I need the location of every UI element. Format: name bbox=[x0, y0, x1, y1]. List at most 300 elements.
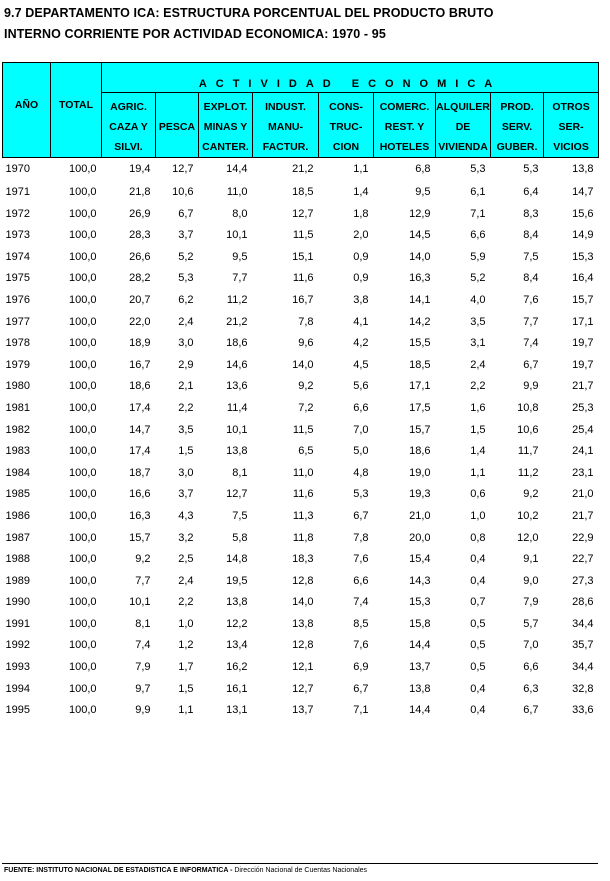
row-value: 35,7 bbox=[572, 639, 594, 652]
row-value: 1,6 bbox=[470, 401, 486, 414]
row-value: 14,0 bbox=[409, 250, 431, 263]
row-value: 11,4 bbox=[226, 401, 248, 414]
row-value: 7,7 bbox=[135, 574, 151, 587]
row-value: 6,4 bbox=[523, 186, 539, 198]
row-value: 14,3 bbox=[409, 574, 431, 587]
row-value: 19,4 bbox=[129, 163, 151, 176]
row-total: 100,0 bbox=[68, 315, 97, 328]
row-value: 12,8 bbox=[292, 574, 314, 587]
row-value: 1,0 bbox=[470, 509, 486, 522]
row-value: 13,7 bbox=[292, 704, 314, 717]
row-value: 12,9 bbox=[409, 207, 431, 220]
table-row bbox=[3, 635, 599, 657]
table-row bbox=[3, 463, 599, 485]
header-activity-col-line: HOTELES bbox=[379, 141, 430, 153]
row-value: 2,4 bbox=[470, 358, 486, 371]
row-value: 3,2 bbox=[178, 531, 194, 544]
row-value: 2,4 bbox=[178, 315, 194, 328]
row-value: 17,4 bbox=[129, 445, 151, 458]
header-activity-col-line: COMERC. bbox=[379, 101, 430, 113]
row-value: 0,7 bbox=[470, 596, 486, 609]
row-value: 18,7 bbox=[129, 466, 151, 479]
row-value: 5,3 bbox=[523, 163, 539, 176]
row-total: 100,0 bbox=[68, 553, 97, 566]
header-activity-col-line: INDUST. bbox=[265, 101, 306, 113]
row-value: 1,5 bbox=[178, 445, 194, 458]
header-activity-col-7 bbox=[491, 93, 544, 158]
row-value: 14,1 bbox=[409, 293, 431, 306]
row-value: 5,0 bbox=[353, 445, 369, 458]
row-value: 1,8 bbox=[353, 207, 369, 220]
row-value: 9,2 bbox=[523, 488, 539, 501]
row-total: 100,0 bbox=[68, 293, 97, 306]
row-year: 1977 bbox=[5, 315, 30, 328]
row-value: 2,9 bbox=[178, 358, 194, 371]
row-total: 100,0 bbox=[68, 639, 97, 652]
row-year: 1994 bbox=[5, 682, 30, 695]
table-row bbox=[3, 182, 599, 204]
row-total: 100,0 bbox=[68, 401, 97, 414]
row-value: 3,7 bbox=[178, 229, 194, 242]
row-value: 21,0 bbox=[572, 488, 594, 501]
row-value: 7,4 bbox=[353, 596, 369, 609]
row-value: 1,4 bbox=[470, 445, 486, 458]
row-value: 21,2 bbox=[226, 315, 248, 328]
row-total: 100,0 bbox=[68, 596, 97, 609]
row-value: 7,0 bbox=[523, 639, 539, 652]
row-year: 1980 bbox=[5, 380, 30, 393]
row-total: 100,0 bbox=[68, 163, 97, 176]
row-value: 0,5 bbox=[470, 661, 486, 674]
row-year: 1976 bbox=[5, 293, 30, 306]
row-value: 6,7 bbox=[353, 509, 369, 522]
row-value: 22,9 bbox=[572, 531, 594, 544]
row-value: 6,5 bbox=[298, 445, 314, 458]
header-activity-col-line: VIVIENDA bbox=[438, 141, 488, 153]
header-activity-col-line: PESCA bbox=[158, 121, 196, 133]
row-value: 15,4 bbox=[409, 553, 431, 566]
row-value: 9,0 bbox=[523, 574, 539, 587]
row-value: 7,9 bbox=[523, 596, 539, 609]
row-year: 1972 bbox=[5, 207, 30, 220]
row-total: 100,0 bbox=[68, 574, 97, 587]
row-value: 28,2 bbox=[129, 272, 151, 285]
row-year: 1988 bbox=[5, 553, 30, 566]
row-value: 19,7 bbox=[572, 337, 594, 350]
row-value: 7,8 bbox=[298, 315, 314, 328]
row-value: 4,1 bbox=[353, 315, 369, 328]
row-value: 6,8 bbox=[415, 163, 431, 176]
row-value: 4,5 bbox=[353, 358, 369, 371]
row-value: 5,7 bbox=[523, 617, 539, 630]
row-value: 9,9 bbox=[135, 704, 151, 717]
row-value: 17,5 bbox=[409, 401, 431, 414]
row-value: 23,1 bbox=[572, 466, 594, 479]
row-total: 100,0 bbox=[68, 531, 97, 544]
row-value: 7,7 bbox=[523, 315, 539, 328]
source-note bbox=[4, 867, 367, 874]
row-value: 6,7 bbox=[178, 207, 194, 220]
row-value: 32,8 bbox=[572, 682, 594, 695]
row-value: 2,4 bbox=[178, 574, 194, 587]
row-value: 12,8 bbox=[292, 639, 314, 652]
row-value: 20,0 bbox=[409, 531, 431, 544]
row-year: 1983 bbox=[5, 445, 30, 458]
row-value: 5,8 bbox=[232, 531, 248, 544]
table-row bbox=[3, 290, 599, 312]
row-value: 11,8 bbox=[292, 531, 314, 544]
table-row bbox=[3, 376, 599, 398]
table-row bbox=[3, 312, 599, 334]
header-activity-col-line: PROD. bbox=[500, 101, 534, 113]
row-value: 4,0 bbox=[470, 293, 486, 306]
row-value: 34,4 bbox=[572, 661, 594, 674]
row-value: 2,2 bbox=[178, 596, 194, 609]
row-total: 100,0 bbox=[68, 509, 97, 522]
row-value: 12,2 bbox=[226, 617, 248, 630]
row-value: 12,1 bbox=[292, 661, 314, 674]
header-activity-col-line: MANU- bbox=[268, 121, 303, 133]
row-value: 7,8 bbox=[353, 531, 369, 544]
row-value: 0,6 bbox=[470, 488, 486, 501]
header-activity-col-2 bbox=[199, 93, 253, 158]
row-year: 1985 bbox=[5, 488, 30, 501]
row-value: 5,2 bbox=[178, 250, 194, 263]
row-value: 9,2 bbox=[135, 553, 151, 566]
header-activity-col-line: REST. Y bbox=[384, 121, 425, 133]
row-value: 12,7 bbox=[292, 682, 314, 695]
row-value: 9,9 bbox=[523, 380, 539, 393]
header-activity-col-1 bbox=[156, 93, 199, 158]
row-value: 7,9 bbox=[135, 661, 151, 674]
row-value: 0,8 bbox=[470, 531, 486, 544]
header-activity-col-line: TRUC- bbox=[329, 121, 363, 133]
header-activity-col-line bbox=[156, 137, 198, 157]
row-value: 21,2 bbox=[292, 163, 314, 176]
header-activity-col-8 bbox=[544, 93, 599, 158]
row-value: 11,3 bbox=[292, 509, 314, 522]
row-value: 34,4 bbox=[572, 617, 594, 630]
row-value: 11,5 bbox=[292, 423, 314, 436]
row-total: 100,0 bbox=[68, 661, 97, 674]
row-value: 10,1 bbox=[226, 423, 248, 436]
row-value: 16,6 bbox=[129, 488, 151, 501]
row-value: 14,7 bbox=[572, 186, 594, 198]
row-value: 1,0 bbox=[178, 617, 194, 630]
row-total: 100,0 bbox=[68, 207, 97, 220]
row-value: 15,7 bbox=[129, 531, 151, 544]
table-row bbox=[3, 528, 599, 550]
row-value: 10,2 bbox=[517, 509, 539, 522]
row-total: 100,0 bbox=[68, 466, 97, 479]
row-total: 100,0 bbox=[68, 337, 97, 350]
row-year: 1986 bbox=[5, 509, 30, 522]
row-value: 5,3 bbox=[178, 272, 194, 285]
row-value: 14,0 bbox=[292, 358, 314, 371]
row-value: 14,7 bbox=[129, 423, 151, 436]
row-value: 12,7 bbox=[172, 163, 194, 176]
row-value: 0,5 bbox=[470, 617, 486, 630]
row-value: 10,6 bbox=[517, 423, 539, 436]
row-value: 8,0 bbox=[232, 207, 248, 220]
row-value: 1,5 bbox=[470, 423, 486, 436]
row-value: 17,1 bbox=[572, 315, 594, 328]
row-value: 15,7 bbox=[572, 293, 594, 306]
table-row bbox=[3, 441, 599, 463]
row-year: 1984 bbox=[5, 466, 30, 479]
row-value: 7,4 bbox=[523, 337, 539, 350]
row-value: 6,3 bbox=[523, 682, 539, 695]
row-value: 3,1 bbox=[470, 337, 486, 350]
row-value: 17,4 bbox=[129, 401, 151, 414]
header-activity-col-line: AGRIC. bbox=[110, 101, 147, 113]
row-value: 7,4 bbox=[135, 639, 151, 652]
row-value: 2,5 bbox=[178, 553, 194, 566]
row-value: 2,1 bbox=[178, 380, 194, 393]
row-value: 11,6 bbox=[292, 272, 314, 285]
header-activity-col-line: VICIOS bbox=[553, 141, 589, 153]
row-value: 7,1 bbox=[470, 207, 486, 220]
table-row bbox=[3, 268, 599, 290]
row-value: 2,2 bbox=[178, 401, 194, 414]
row-value: 5,9 bbox=[470, 250, 486, 263]
row-value: 1,2 bbox=[178, 639, 194, 652]
row-value: 9,5 bbox=[232, 250, 248, 263]
row-value: 14,9 bbox=[572, 229, 594, 242]
row-value: 22,0 bbox=[129, 315, 151, 328]
row-value: 15,3 bbox=[409, 596, 431, 609]
row-value: 12,7 bbox=[292, 207, 314, 220]
row-value: 2,0 bbox=[353, 229, 369, 242]
source-label: FUENTE: INSTITUTO NACIONAL DE ESTADISTICA E INFORMATICA - bbox=[4, 867, 235, 874]
row-value: 33,6 bbox=[572, 704, 594, 717]
row-value: 3,8 bbox=[353, 293, 369, 306]
row-value: 1,7 bbox=[178, 661, 194, 674]
row-total: 100,0 bbox=[68, 704, 97, 717]
row-value: 7,7 bbox=[232, 272, 248, 285]
row-value: 9,7 bbox=[135, 682, 151, 695]
row-value: 11,2 bbox=[517, 466, 539, 479]
row-value: 8,1 bbox=[232, 466, 248, 479]
row-value: 14,4 bbox=[409, 704, 431, 717]
row-value: 6,7 bbox=[523, 358, 539, 371]
row-year: 1982 bbox=[5, 423, 30, 436]
row-value: 11,0 bbox=[292, 466, 314, 479]
row-value: 14,2 bbox=[409, 315, 431, 328]
row-value: 2,2 bbox=[470, 380, 486, 393]
row-value: 26,9 bbox=[129, 207, 151, 220]
row-value: 1,5 bbox=[178, 682, 194, 695]
table-row bbox=[3, 571, 599, 593]
row-value: 1,1 bbox=[178, 704, 194, 717]
row-value: 19,7 bbox=[572, 358, 594, 371]
row-year: 1991 bbox=[5, 617, 30, 630]
row-value: 6,6 bbox=[470, 229, 486, 242]
row-value: 13,7 bbox=[409, 661, 431, 674]
table-row bbox=[3, 355, 599, 377]
row-value: 7,2 bbox=[298, 401, 314, 414]
row-value: 3,0 bbox=[178, 466, 194, 479]
row-value: 16,1 bbox=[226, 682, 248, 695]
row-value: 8,4 bbox=[523, 229, 539, 242]
gdp-structure-table bbox=[2, 62, 599, 722]
row-value: 13,8 bbox=[226, 445, 248, 458]
row-value: 0,4 bbox=[470, 574, 486, 587]
row-total: 100,0 bbox=[68, 358, 97, 371]
row-value: 10,1 bbox=[226, 229, 248, 242]
row-value: 13,6 bbox=[226, 380, 248, 393]
row-year: 1973 bbox=[5, 229, 30, 242]
row-value: 0,5 bbox=[470, 639, 486, 652]
header-activity-col-line: CANTER. bbox=[202, 141, 249, 153]
row-value: 27,3 bbox=[572, 574, 594, 587]
table-row bbox=[3, 549, 599, 571]
row-value: 0,9 bbox=[353, 272, 369, 285]
row-value: 9,2 bbox=[298, 380, 314, 393]
row-value: 13,1 bbox=[226, 704, 248, 717]
row-value: 5,6 bbox=[353, 380, 369, 393]
row-total: 100,0 bbox=[68, 682, 97, 695]
row-year: 1992 bbox=[5, 639, 30, 652]
row-value: 26,6 bbox=[129, 250, 151, 263]
row-value: 5,3 bbox=[353, 488, 369, 501]
row-value: 25,4 bbox=[572, 423, 594, 436]
row-value: 12,7 bbox=[226, 488, 248, 501]
table-row bbox=[3, 204, 599, 226]
header-activity-col-line: FACTUR. bbox=[262, 141, 309, 153]
row-value: 3,5 bbox=[178, 423, 194, 436]
row-value: 14,0 bbox=[292, 596, 314, 609]
header-activity-col-6 bbox=[436, 93, 491, 158]
row-value: 8,1 bbox=[135, 617, 151, 630]
header-activity-col-line: CION bbox=[332, 141, 360, 153]
row-value: 24,1 bbox=[572, 445, 594, 458]
table-row bbox=[3, 420, 599, 442]
row-value: 28,3 bbox=[129, 229, 151, 242]
row-total: 100,0 bbox=[68, 445, 97, 458]
row-value: 20,7 bbox=[129, 293, 151, 306]
row-value: 4,3 bbox=[178, 509, 194, 522]
row-value: 18,3 bbox=[292, 553, 314, 566]
header-activity-col-line: CAZA Y bbox=[109, 121, 148, 133]
row-value: 7,6 bbox=[353, 553, 369, 566]
row-value: 13,4 bbox=[226, 639, 248, 652]
row-value: 1,4 bbox=[353, 186, 369, 198]
row-value: 14,4 bbox=[226, 163, 248, 176]
row-value: 15,7 bbox=[409, 423, 431, 436]
table-row bbox=[3, 333, 599, 355]
row-total: 100,0 bbox=[68, 380, 97, 393]
header-activity-col-line: SILVI. bbox=[114, 141, 143, 153]
row-value: 6,6 bbox=[353, 401, 369, 414]
table-row bbox=[3, 225, 599, 247]
row-value: 25,3 bbox=[572, 401, 594, 414]
header-activity-col-line bbox=[156, 97, 198, 117]
table-row bbox=[3, 247, 599, 269]
row-value: 5,3 bbox=[470, 163, 486, 176]
row-value: 17,1 bbox=[409, 380, 431, 393]
row-value: 3,0 bbox=[178, 337, 194, 350]
row-total: 100,0 bbox=[68, 423, 97, 436]
row-value: 4,8 bbox=[353, 466, 369, 479]
row-value: 15,3 bbox=[572, 250, 594, 263]
row-value: 14,8 bbox=[226, 553, 248, 566]
row-value: 16,3 bbox=[409, 272, 431, 285]
row-value: 19,0 bbox=[409, 466, 431, 479]
row-total: 100,0 bbox=[68, 250, 97, 263]
row-year: 1989 bbox=[5, 574, 30, 587]
row-value: 14,5 bbox=[409, 229, 431, 242]
row-value: 6,6 bbox=[353, 574, 369, 587]
row-value: 6,7 bbox=[523, 704, 539, 717]
row-value: 8,5 bbox=[353, 617, 369, 630]
table-header bbox=[3, 63, 599, 158]
row-value: 3,5 bbox=[470, 315, 486, 328]
row-value: 7,6 bbox=[523, 293, 539, 306]
table-title-line-1: 9.7 DEPARTAMENTO ICA: ESTRUCTURA PORCENTUAL DEL PRODUCTO BRUTO bbox=[4, 6, 494, 20]
header-total: TOTAL bbox=[51, 63, 102, 158]
row-value: 13,8 bbox=[409, 682, 431, 695]
row-value: 0,4 bbox=[470, 682, 486, 695]
row-value: 14,6 bbox=[226, 358, 248, 371]
row-value: 18,6 bbox=[409, 445, 431, 458]
table-body bbox=[3, 158, 599, 722]
row-value: 14,4 bbox=[409, 639, 431, 652]
row-value: 15,8 bbox=[409, 617, 431, 630]
row-value: 6,6 bbox=[523, 661, 539, 674]
row-year: 1978 bbox=[5, 337, 30, 350]
table-row bbox=[3, 614, 599, 636]
row-value: 16,3 bbox=[129, 509, 151, 522]
row-value: 16,7 bbox=[292, 293, 314, 306]
row-value: 1,1 bbox=[353, 163, 369, 176]
source-detail: Dirección Nacional de Cuentas Nacionales bbox=[234, 867, 368, 874]
row-value: 21,8 bbox=[129, 186, 151, 198]
row-year: 1987 bbox=[5, 531, 30, 544]
row-value: 16,2 bbox=[226, 661, 248, 674]
row-year: 1990 bbox=[5, 596, 30, 609]
row-value: 22,7 bbox=[572, 553, 594, 566]
row-value: 18,6 bbox=[129, 380, 151, 393]
row-value: 15,1 bbox=[292, 250, 314, 263]
row-value: 15,6 bbox=[572, 207, 594, 220]
header-activity-col-line: DE bbox=[455, 121, 471, 133]
row-value: 6,7 bbox=[353, 682, 369, 695]
row-value: 6,2 bbox=[178, 293, 194, 306]
table-row bbox=[3, 592, 599, 614]
row-year: 1981 bbox=[5, 401, 30, 414]
row-value: 13,8 bbox=[572, 163, 594, 176]
row-value: 15,5 bbox=[409, 337, 431, 350]
row-value: 7,6 bbox=[353, 639, 369, 652]
row-value: 11,7 bbox=[517, 445, 539, 458]
row-value: 10,1 bbox=[129, 596, 151, 609]
row-value: 9,1 bbox=[523, 553, 539, 566]
row-value: 18,9 bbox=[129, 337, 151, 350]
row-year: 1974 bbox=[5, 250, 30, 263]
row-value: 7,0 bbox=[353, 423, 369, 436]
row-value: 16,4 bbox=[572, 272, 594, 285]
header-activity-col-4 bbox=[319, 93, 374, 158]
row-total: 100,0 bbox=[68, 186, 97, 198]
header-year: AÑO bbox=[3, 63, 51, 158]
table-row bbox=[3, 398, 599, 420]
row-value: 21,7 bbox=[572, 509, 594, 522]
row-value: 16,7 bbox=[129, 358, 151, 371]
header-activity-col-line: EXPLOT. bbox=[203, 101, 248, 113]
row-value: 13,8 bbox=[226, 596, 248, 609]
row-value: 1,1 bbox=[470, 466, 486, 479]
